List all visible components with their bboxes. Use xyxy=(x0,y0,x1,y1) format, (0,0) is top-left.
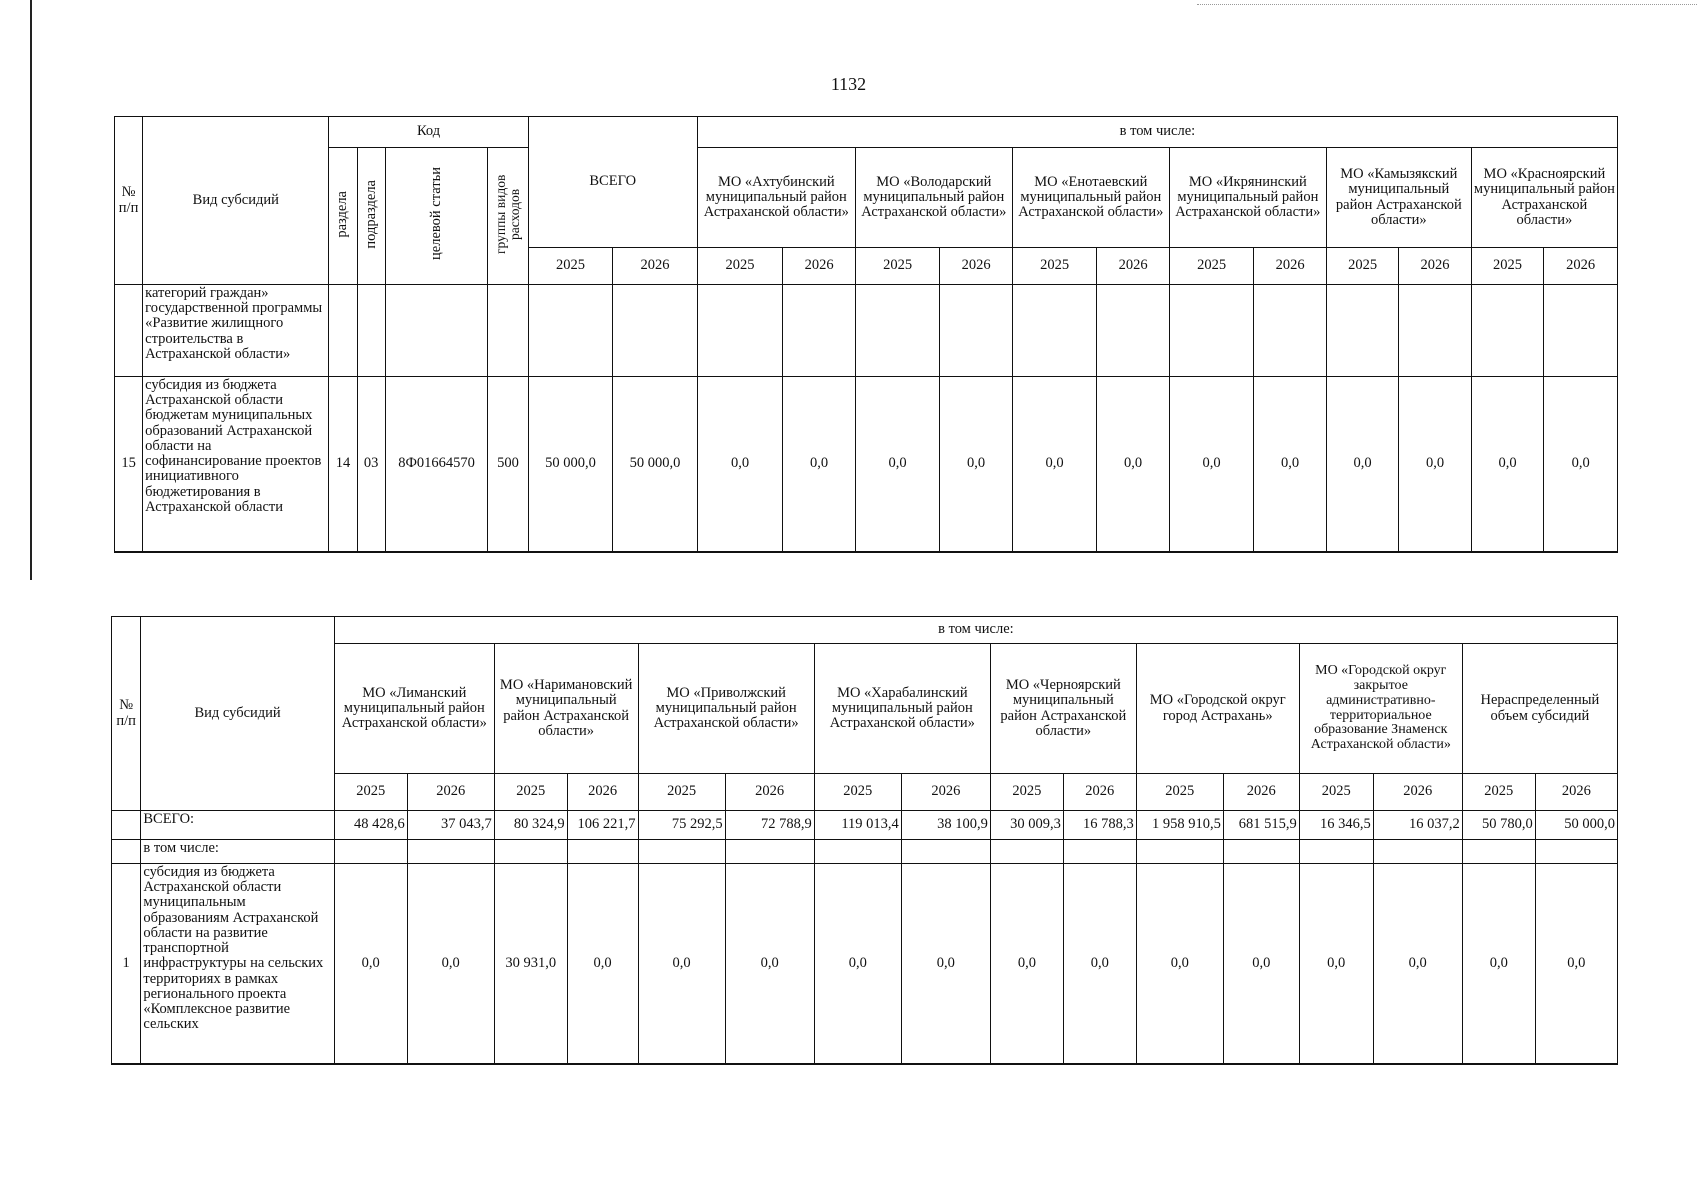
empty-cell xyxy=(1136,840,1223,864)
empty-cell xyxy=(1223,840,1299,864)
header-district-krasnoyarsky: МО «Красноярский муниципальный район Астраханской области» xyxy=(1471,148,1617,248)
value-cell: 0,0 xyxy=(1373,864,1462,1064)
empty-cell xyxy=(1462,840,1535,864)
year-2026: 2026 xyxy=(725,774,814,811)
header-including: в том числе: xyxy=(697,117,1617,148)
empty-cell xyxy=(940,285,1012,377)
empty-cell xyxy=(494,840,567,864)
empty-cell xyxy=(990,840,1063,864)
year-2026: 2026 xyxy=(1399,248,1471,285)
value-cell: 119 013,4 xyxy=(814,811,901,840)
value-cell: 0,0 xyxy=(1169,377,1254,552)
value-cell: 0,0 xyxy=(567,864,638,1064)
value-cell: 72 788,9 xyxy=(725,811,814,840)
value-cell: 0,0 xyxy=(1223,864,1299,1064)
year-2026: 2026 xyxy=(1063,774,1136,811)
value-cell: 1 958 910,5 xyxy=(1136,811,1223,840)
value-cell: 0,0 xyxy=(1097,377,1169,552)
empty-cell xyxy=(1399,285,1471,377)
year-2025: 2025 xyxy=(1462,774,1535,811)
year-2025: 2025 xyxy=(1471,248,1543,285)
table-row-1 xyxy=(112,864,1618,1064)
empty-cell xyxy=(1063,840,1136,864)
empty-cell xyxy=(1169,285,1254,377)
empty-cell xyxy=(329,285,357,377)
header-years-row xyxy=(112,774,1618,811)
header-code: Код xyxy=(329,117,528,148)
value-cell: 0,0 xyxy=(1012,377,1097,552)
empty-cell xyxy=(1012,285,1097,377)
value-cell: 0,0 xyxy=(783,377,855,552)
value-cell: 0,0 xyxy=(1544,377,1618,552)
year-2025: 2025 xyxy=(855,248,940,285)
empty-cell xyxy=(783,285,855,377)
year-2026: 2026 xyxy=(1223,774,1299,811)
header-subsection: подраздела xyxy=(357,148,385,285)
year-2025: 2025 xyxy=(1012,248,1097,285)
year-2026: 2026 xyxy=(613,248,698,285)
value-cell: 0,0 xyxy=(855,377,940,552)
header-district-chernoyarsky: МО «Черноярский муниципальный район Астраханской области» xyxy=(990,644,1136,774)
header-district-privolzhsky: МО «Приволжский муниципальный район Астраханской области» xyxy=(638,644,814,774)
year-2026: 2026 xyxy=(407,774,494,811)
header-district-kharabalinsky: МО «Харабалинский муниципальный район Астраханской области» xyxy=(814,644,990,774)
value-cell: 16 037,2 xyxy=(1373,811,1462,840)
value-cell: 16 788,3 xyxy=(1063,811,1136,840)
year-2025: 2025 xyxy=(528,248,613,285)
header-num: № п/п xyxy=(115,117,143,285)
value-cell: 50 000,0 xyxy=(528,377,613,552)
row-text: субсидия из бюджета Астраханской области муниципальным образованиям Астраханской области на развитие транспортной инфраструктуры на сельских территориях в рамках регионального проекта «Комплексное развитие сельских xyxy=(141,864,334,1064)
year-2025: 2025 xyxy=(494,774,567,811)
year-2026: 2026 xyxy=(1373,774,1462,811)
value-cell: 30 931,0 xyxy=(494,864,567,1064)
value-cell: 106 221,7 xyxy=(567,811,638,840)
header-including: в том числе: xyxy=(334,617,1617,644)
year-2025: 2025 xyxy=(1326,248,1398,285)
empty-cell xyxy=(1471,285,1543,377)
value-cell: 0,0 xyxy=(334,864,407,1064)
subsidy-table-top xyxy=(114,116,1618,553)
empty-cell xyxy=(1544,285,1618,377)
value-cell: 80 324,9 xyxy=(494,811,567,840)
header-num: № п/п xyxy=(112,617,141,811)
value-cell: 38 100,9 xyxy=(901,811,990,840)
value-cell: 16 346,5 xyxy=(1299,811,1373,840)
empty-cell xyxy=(1373,840,1462,864)
table-row-continuation xyxy=(115,285,1618,377)
year-2026: 2026 xyxy=(901,774,990,811)
value-cell: 0,0 xyxy=(1063,864,1136,1064)
row-label-total: ВСЕГО: xyxy=(141,811,334,840)
header-district-enotaevsky: МО «Енотаевский муниципальный район Астраханской области» xyxy=(1012,148,1169,248)
value-cell: 0,0 xyxy=(1462,864,1535,1064)
header-row-2 xyxy=(115,148,1618,248)
row-subsection: 03 xyxy=(357,377,385,552)
year-2026: 2026 xyxy=(1544,248,1618,285)
subsidy-table-bottom xyxy=(111,616,1618,1065)
empty-cell xyxy=(407,840,494,864)
header-row-1 xyxy=(112,617,1618,644)
empty-cell xyxy=(115,285,143,377)
year-2026: 2026 xyxy=(1535,774,1617,811)
table-row-15 xyxy=(115,377,1618,552)
row-section: 14 xyxy=(329,377,357,552)
header-zato-znamensk: МО «Городской округ закрытое административно-территориальное образование Знаменск Астраханской области» xyxy=(1299,644,1462,774)
value-cell: 0,0 xyxy=(901,864,990,1064)
value-cell: 0,0 xyxy=(638,864,725,1064)
row-number: 1 xyxy=(112,864,141,1064)
header-district-ikryaninsky: МО «Икрянинский муниципальный район Астраханской области» xyxy=(1169,148,1326,248)
value-cell: 48 428,6 xyxy=(334,811,407,840)
year-2026: 2026 xyxy=(567,774,638,811)
header-section: раздела xyxy=(329,148,357,285)
value-cell: 0,0 xyxy=(1136,864,1223,1064)
year-2025: 2025 xyxy=(334,774,407,811)
empty-cell xyxy=(385,285,488,377)
year-2025: 2025 xyxy=(1136,774,1223,811)
empty-cell xyxy=(1097,285,1169,377)
empty-cell xyxy=(725,840,814,864)
scan-edge-dots xyxy=(1197,4,1697,5)
value-cell: 0,0 xyxy=(990,864,1063,1064)
value-cell: 0,0 xyxy=(697,377,783,552)
header-district-volodarsky: МО «Володарский муниципальный район Астраханской области» xyxy=(855,148,1012,248)
row-text: субсидия из бюджета Астраханской области бюджетам муниципальных образований Астраханской области на софинансирование проектов инициативного бюджетирования в Астраханской области xyxy=(143,377,329,552)
year-2026: 2026 xyxy=(1254,248,1326,285)
value-cell: 37 043,7 xyxy=(407,811,494,840)
value-cell: 0,0 xyxy=(1471,377,1543,552)
value-cell: 0,0 xyxy=(1326,377,1398,552)
header-row-1 xyxy=(115,117,1618,148)
table-row-total xyxy=(112,811,1618,840)
empty-cell xyxy=(567,840,638,864)
header-target-article: целевой статьи xyxy=(385,148,488,285)
empty-cell xyxy=(638,840,725,864)
year-2025: 2025 xyxy=(990,774,1063,811)
year-2026: 2026 xyxy=(1097,248,1169,285)
value-cell: 0,0 xyxy=(1535,864,1617,1064)
value-cell: 0,0 xyxy=(725,864,814,1064)
year-2025: 2025 xyxy=(814,774,901,811)
row-text-continuation: категорий граждан» государственной программы «Развитие жилищного строительства в Астраханской области» xyxy=(143,285,329,377)
value-cell: 0,0 xyxy=(814,864,901,1064)
empty-cell xyxy=(901,840,990,864)
header-subsidy-type: Вид субсидий xyxy=(143,117,329,285)
value-cell: 0,0 xyxy=(1399,377,1471,552)
value-cell: 0,0 xyxy=(940,377,1012,552)
empty-cell xyxy=(1299,840,1373,864)
value-cell: 30 009,3 xyxy=(990,811,1063,840)
table-row-including xyxy=(112,840,1618,864)
header-district-kamyzyaksky: МО «Камызякский муниципальный район Астраханской области» xyxy=(1326,148,1471,248)
value-cell: 0,0 xyxy=(1254,377,1326,552)
empty-cell xyxy=(697,285,783,377)
page-number: 1132 xyxy=(830,74,867,94)
value-cell: 50 000,0 xyxy=(1535,811,1617,840)
header-expense-group: группы видов расходов xyxy=(488,148,528,285)
row-group: 500 xyxy=(488,377,528,552)
empty-cell xyxy=(334,840,407,864)
year-2026: 2026 xyxy=(783,248,855,285)
header-unallocated: Нераспределенный объем субсидий xyxy=(1462,644,1617,774)
year-2026: 2026 xyxy=(940,248,1012,285)
year-2025: 2025 xyxy=(1169,248,1254,285)
header-subsidy-type: Вид субсидий xyxy=(141,617,334,811)
value-cell: 50 000,0 xyxy=(613,377,698,552)
empty-cell xyxy=(1535,840,1617,864)
row-target: 8Ф01664570 xyxy=(385,377,488,552)
value-cell: 0,0 xyxy=(1299,864,1373,1064)
year-2025: 2025 xyxy=(1299,774,1373,811)
header-city-astrakhan: МО «Городской округ город Астрахань» xyxy=(1136,644,1299,774)
value-cell: 50 780,0 xyxy=(1462,811,1535,840)
header-total: ВСЕГО xyxy=(528,117,697,248)
empty-cell xyxy=(357,285,385,377)
header-district-limansky: МО «Лиманский муниципальный район Астраханской области» xyxy=(334,644,494,774)
year-2025: 2025 xyxy=(638,774,725,811)
empty-cell xyxy=(488,285,528,377)
empty-cell xyxy=(1254,285,1326,377)
empty-cell xyxy=(613,285,698,377)
header-district-narimanovsky: МО «Наримановский муниципальный район Астраханской области» xyxy=(494,644,638,774)
empty-cell xyxy=(855,285,940,377)
row-label-including: в том числе: xyxy=(141,840,334,864)
value-cell: 75 292,5 xyxy=(638,811,725,840)
empty-cell xyxy=(112,840,141,864)
empty-cell xyxy=(1326,285,1398,377)
header-row-2 xyxy=(112,644,1618,774)
value-cell: 0,0 xyxy=(407,864,494,1064)
empty-cell xyxy=(112,811,141,840)
year-2025: 2025 xyxy=(697,248,783,285)
empty-cell xyxy=(528,285,613,377)
header-district-akhtubinsky: МО «Ахтубинский муниципальный район Астраханской области» xyxy=(697,148,855,248)
empty-cell xyxy=(814,840,901,864)
value-cell: 681 515,9 xyxy=(1223,811,1299,840)
row-number: 15 xyxy=(115,377,143,552)
